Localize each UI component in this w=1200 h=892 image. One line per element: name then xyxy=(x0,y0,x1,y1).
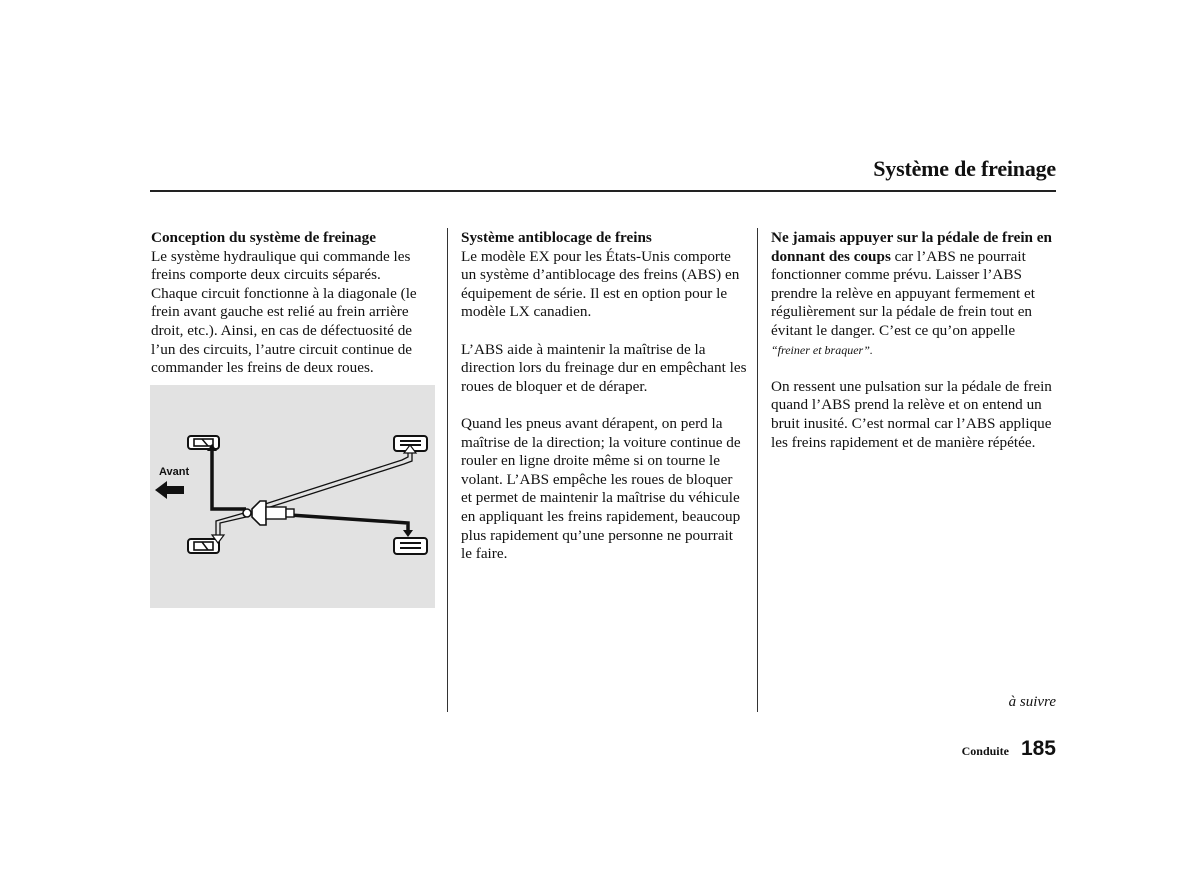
column-divider xyxy=(757,228,758,712)
brake-rear-right-icon xyxy=(394,538,427,554)
section-name: Conduite xyxy=(961,744,1009,758)
brake-design-section xyxy=(151,229,421,378)
brake-design-body: Le système hydraulique qui commande les freins comporte deux circuits séparés. Chaque circuit fonctionne à la diagonale (le frein avant gauche est relié au frein arrière droit, etc.). Ainsi, en cas de défectuosité de l’un des circuits, l’autre circuit continue de commander les freins de deux roues. xyxy=(151,247,417,377)
brake-circuit-diagram xyxy=(150,385,435,608)
abs-paragraph-2: L’ABS aide à maintenir la maîtrise de la direction lors du freinage dur en empêchant les roues de bloquer et de déraper. xyxy=(461,340,747,395)
brake-design-heading: Conception du système de freinage xyxy=(151,229,376,246)
abs-heading: Système antiblocage de freins xyxy=(461,229,652,246)
column-abs-warning xyxy=(771,229,1057,471)
brake-rear-left-icon xyxy=(188,539,219,553)
front-label: Avant xyxy=(159,466,190,478)
abs-intro xyxy=(461,229,747,322)
column-abs xyxy=(461,229,747,582)
abs-warning-lead: Ne jamais appuyer sur la pédale de frein en donnant des coups xyxy=(771,229,1052,265)
brake-line-circuit-b xyxy=(212,445,416,543)
brake-front-left-icon xyxy=(188,436,219,449)
abs-warning-paragraph xyxy=(771,229,1057,359)
column-brake-design xyxy=(151,229,421,396)
header-divider xyxy=(150,190,1056,192)
brake-circuit-svg xyxy=(150,385,435,608)
continued-note: à suivre xyxy=(1008,694,1056,710)
page-title: Système de freinage xyxy=(873,156,1056,181)
abs-paragraph-3: Quand les pneus avant dérapent, on perd la maîtrise de la direction; la voiture continue de rouler en ligne droite même si on tourne le volant. L’ABS empêche les roues de bloquer et permet de maintenir la maîtrise du véhicule en appliquant les freins rapidement, beaucoup plus rapidement qu’une personne ne pourrait le faire. xyxy=(461,414,741,563)
abs-warning-text: car l’ABS ne pourrait fonctionner comme prévu. Laisser l’ABS prendre la relève en appuyant fermement et régulièrement sur la pédale de frein tout en évitant le danger. C’est ce qu’on appelle xyxy=(771,247,1035,339)
brake-line-circuit-a xyxy=(207,444,413,537)
abs-paragraph-1: Le modèle EX pour les États-Unis comporte un système d’antiblocage des freins (ABS) en équipement de série. Il est en option pour le modèle LX canadien. xyxy=(461,247,740,321)
page-number: 185 xyxy=(1020,737,1056,760)
abs-pulsation-paragraph: On ressent une pulsation sur la pédale de frein quand l’ABS prend la relève et on entend un bruit inusité. C’est normal car l’ABS applique les freins rapidement et de manière répétée. xyxy=(771,377,1052,451)
column-divider xyxy=(447,228,448,712)
master-cylinder-icon xyxy=(243,501,294,525)
arrow-left-icon xyxy=(155,481,184,499)
abs-warning-quote: “freiner et braquer”. xyxy=(771,342,873,357)
page-footer xyxy=(962,737,1056,761)
